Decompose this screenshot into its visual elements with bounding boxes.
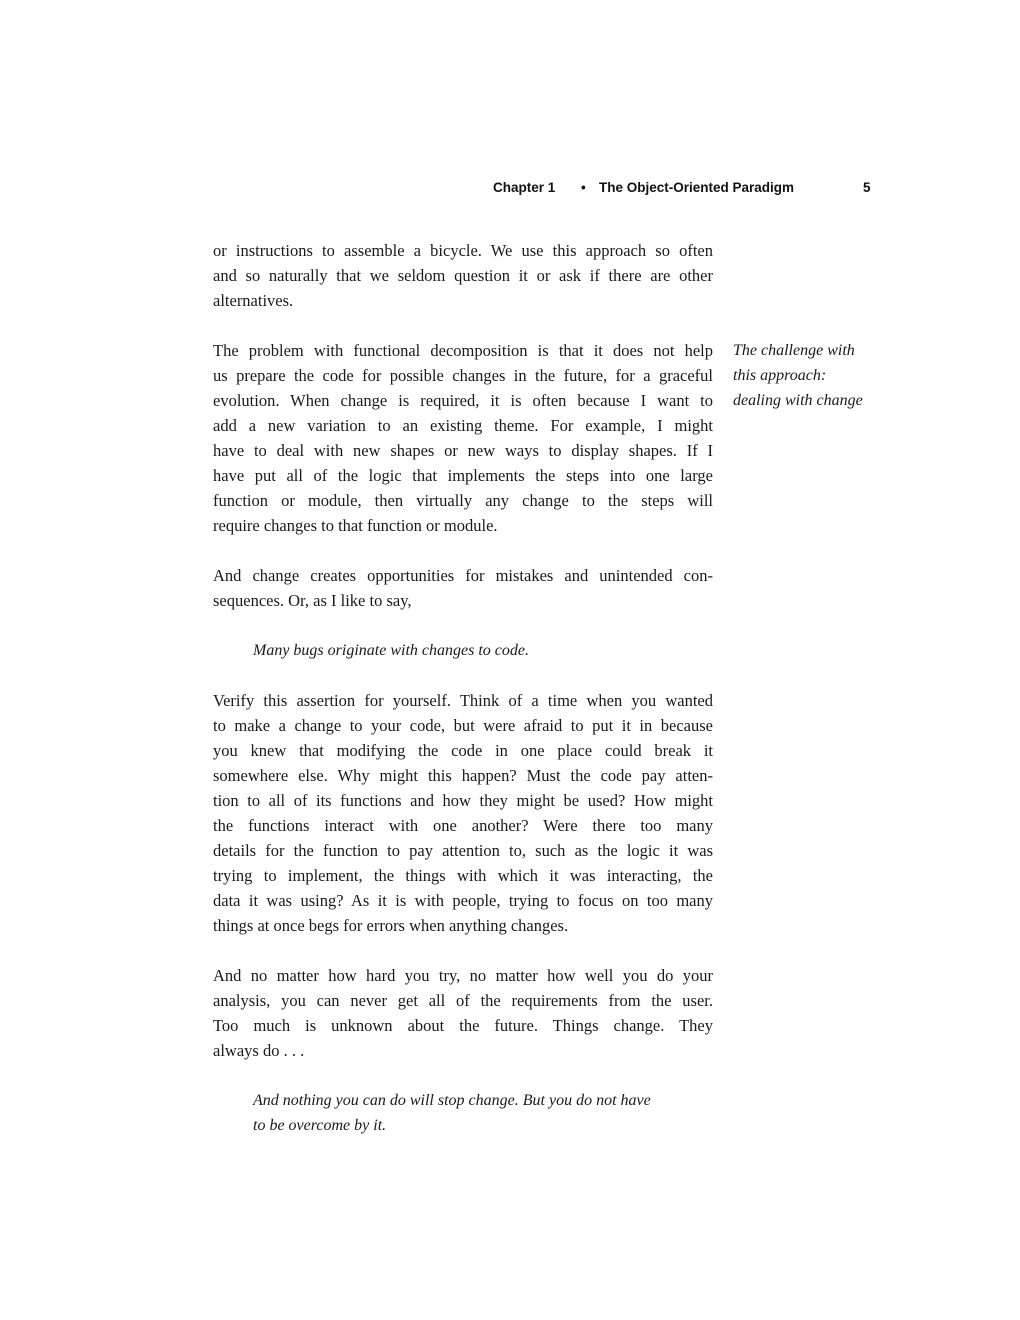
text-line: add a new variation to an existing theme. For example, I might <box>213 416 713 435</box>
text-line: have put all of the logic that implements the steps into one large <box>213 466 713 485</box>
text-line: things at once begs for errors when anything changes. <box>213 916 569 935</box>
text-line: sequences. Or, as I like to say, <box>213 591 412 610</box>
text-line: always do . . . <box>213 1041 305 1060</box>
margin-note-line: The challenge with <box>733 342 855 359</box>
quote-line: And nothing you can do will stop change. But you do not have <box>253 1092 651 1109</box>
text-line: data it was using? As it is with people, trying to focus on too many <box>213 891 713 910</box>
text-line: function or module, then virtually any change to the steps will <box>213 491 713 510</box>
quote-line: Many bugs originate with changes to code. <box>253 642 529 659</box>
quote-line: to be overcome by it. <box>253 1117 387 1134</box>
text-line: the functions interact with one another? Were there too many <box>213 816 713 835</box>
page-number: 5 <box>863 180 871 195</box>
margin-note-line: this approach: <box>733 367 827 384</box>
text-line: evolution. When change is required, it is often because I want to <box>213 391 713 410</box>
chapter-title: The Object-Oriented Paradigm <box>599 180 795 195</box>
text-line: or instructions to assemble a bicycle. We use this approach so often <box>213 241 713 260</box>
text-line: details for the function to pay attention to, such as the logic it was <box>213 841 713 860</box>
paragraph-3 <box>213 563 713 613</box>
paragraph-5 <box>213 963 713 1063</box>
margin-note <box>733 338 893 413</box>
chapter-label: Chapter 1 <box>493 180 556 195</box>
text-line: you knew that modifying the code in one place could break it <box>213 741 713 760</box>
text-line: us prepare the code for possible changes in the future, for a graceful <box>213 366 713 385</box>
text-line: alternatives. <box>213 291 294 310</box>
running-head <box>493 180 873 200</box>
paragraph-1 <box>213 238 713 313</box>
block-quote-2 <box>253 1088 693 1138</box>
block-quote-1 <box>253 638 693 663</box>
text-line: have to deal with new shapes or new ways to display shapes. If I <box>213 441 713 460</box>
text-line: Too much is unknown about the future. Things change. They <box>213 1016 713 1035</box>
text-line: tion to all of its functions and how they might be used? How might <box>213 791 713 810</box>
text-line: require changes to that function or module. <box>213 516 498 535</box>
paragraph-2 <box>213 338 713 538</box>
text-line: somewhere else. Why might this happen? Must the code pay atten- <box>213 766 713 785</box>
paragraph-4 <box>213 688 713 938</box>
text-line: trying to implement, the things with which it was interacting, the <box>213 866 713 885</box>
text-line: Verify this assertion for yourself. Think of a time when you wanted <box>213 691 713 710</box>
margin-note-line: dealing with change <box>733 392 863 409</box>
text-line: analysis, you can never get all of the requirements from the user. <box>213 991 713 1010</box>
text-line: and so naturally that we seldom question it or ask if there are other <box>213 266 713 285</box>
text-line: to make a change to your code, but were afraid to put it in because <box>213 716 713 735</box>
text-line: And change creates opportunities for mistakes and unintended con- <box>213 566 713 585</box>
text-line: And no matter how hard you try, no matter how well you do your <box>213 966 713 985</box>
separator-bullet: • <box>581 180 586 195</box>
text-line: The problem with functional decomposition is that it does not help <box>213 341 713 360</box>
